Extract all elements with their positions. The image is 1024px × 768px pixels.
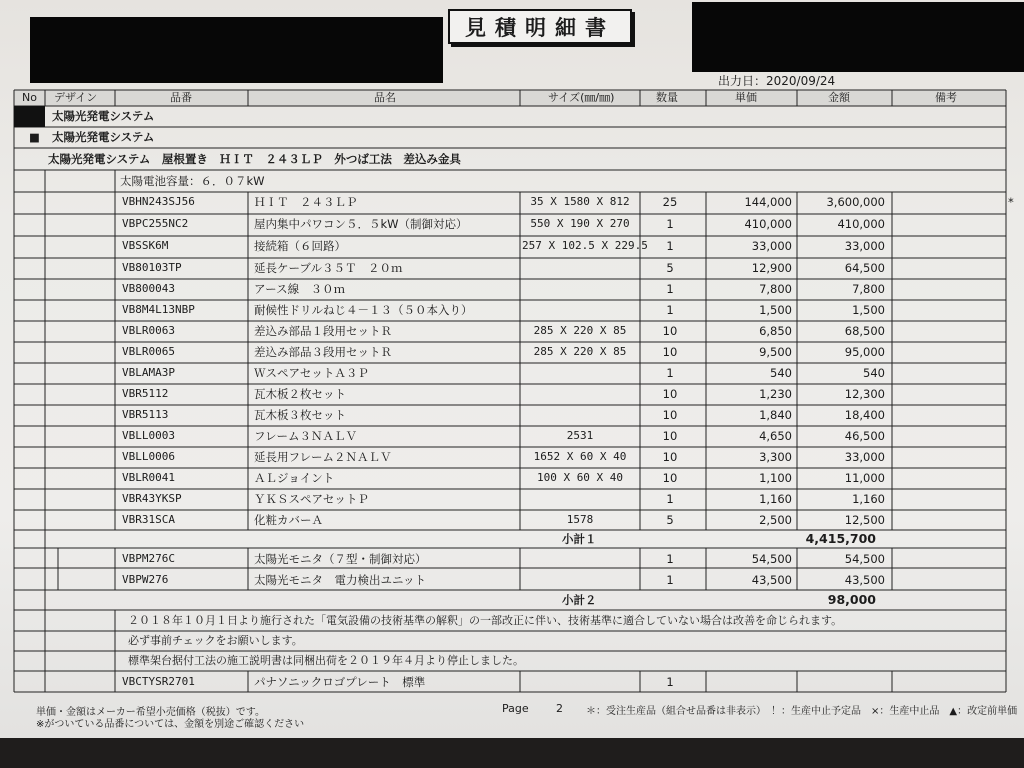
item-unit-price: 1,160 [759, 492, 792, 506]
item-qty: 1 [666, 303, 674, 317]
item-amount: 33,000 [844, 239, 885, 253]
item-unit-price: 1,230 [759, 387, 792, 401]
item-amount: 1,160 [852, 492, 885, 506]
group-bullet: ■ [29, 130, 40, 144]
item-amount: 7,800 [852, 282, 885, 296]
item-amount: 12,300 [844, 387, 885, 401]
item-name: パナソニックロゴプレート 標準 [254, 675, 426, 689]
item-unit-price: 43,500 [751, 573, 792, 587]
item-qty: 5 [666, 513, 674, 527]
document-title: 見積明細書 [448, 9, 632, 44]
item-unit-price: 1,100 [759, 471, 792, 485]
item-qty: 10 [662, 450, 678, 464]
item-name: 瓦木板２枚セット [254, 387, 346, 401]
notice-text: 必ず事前チェックをお願いします。 [128, 634, 303, 647]
item-unit-price: 1,500 [759, 303, 792, 317]
item-size: 257 X 102.5 X 229.5 [522, 239, 648, 252]
page-number: 2 [556, 702, 563, 715]
legend-text: ＊：受注生産品（組合せ品番は非表示） ！：生産中止予定品 ×：生産中止品 ▲：改定前単価 [586, 706, 1018, 717]
item-code: VB800043 [122, 282, 175, 295]
output-date: 出力日：2020/09/24 [718, 74, 836, 88]
item-name: 太陽光モニタ 電力検出ユニット [254, 573, 427, 587]
item-unit-price: 144,000 [744, 195, 792, 209]
item-amount: 11,000 [844, 471, 885, 485]
item-code: VBLR0063 [122, 324, 175, 337]
item-qty: 10 [662, 429, 678, 443]
item-size: 100 X 60 X 40 [536, 471, 624, 484]
item-amount: 12,500 [844, 513, 885, 527]
item-qty: 5 [666, 261, 674, 275]
item-code: VBR5113 [122, 408, 169, 421]
item-qty: 10 [662, 324, 678, 338]
item-size: 1578 [566, 513, 594, 526]
item-qty: 10 [662, 387, 678, 401]
item-amount: 410,000 [837, 217, 885, 231]
item-amount: 33,000 [844, 450, 885, 464]
item-unit-price: 54,500 [751, 552, 792, 566]
capacity-label: 太陽電池容量：６．０７kW [120, 174, 265, 188]
item-subheading: 太陽光発電システム 屋根置き ＨＩＴ ２４３ＬＰ 外つば工法 差込み金具 [48, 152, 461, 166]
item-code: VBR31SCA [122, 513, 175, 526]
item-amount: 540 [863, 366, 885, 380]
item-code: VBCTYSR2701 [122, 675, 195, 688]
item-code: VBSSK6M [122, 239, 169, 252]
item-name: 延長ケーブル３５Ｔ ２０ｍ [254, 261, 403, 275]
item-unit-price: 410,000 [744, 217, 792, 231]
item-qty: 25 [662, 195, 678, 209]
item-amount: 43,500 [844, 573, 885, 587]
item-name: フレーム３ＮＡＬＶ [254, 429, 358, 443]
item-unit-price: 9,500 [759, 345, 792, 359]
item-name: 太陽光モニタ（７型・制御対応） [254, 552, 427, 566]
item-size: 2531 [566, 429, 594, 442]
item-name: ＹＫＳスペアセットＰ [254, 492, 369, 506]
item-name: 耐候性ドリルねじ４－１３（５０本入り） [254, 303, 473, 317]
notice-text: 標準架台据付工法の施工説明書は同梱出荷を２０１９年４月より停止しました。 [128, 654, 524, 667]
item-name: 延長用フレーム２ＮＡＬＶ [254, 450, 392, 464]
item-name: ＨＩＴ ２４３ＬＰ [254, 195, 358, 209]
item-code: VBLL0006 [122, 450, 175, 463]
item-code: VB80103TP [122, 261, 182, 274]
col-header-amount: 金額 [828, 91, 850, 104]
item-amount: 1,500 [852, 303, 885, 317]
item-code: VBLAMA3P [122, 366, 175, 379]
subtotal-label: 小計１ [562, 532, 597, 546]
subtotal-value: 98,000 [827, 592, 876, 607]
col-header-remarks: 備考 [935, 91, 957, 104]
item-code: VB8M4L13NBP [122, 303, 195, 316]
item-amount: 54,500 [844, 552, 885, 566]
item-name: アース線 ３０ｍ [254, 282, 346, 296]
item-qty: 1 [666, 239, 674, 253]
item-amount: 64,500 [844, 261, 885, 275]
item-qty: 10 [662, 345, 678, 359]
item-size: 550 X 190 X 270 [530, 217, 630, 230]
col-header-qty: 数量 [656, 91, 678, 104]
item-unit-price: 540 [770, 366, 792, 380]
item-size: 285 X 220 X 85 [533, 324, 627, 337]
item-unit-price: 2,500 [759, 513, 792, 527]
item-code: VBR5112 [122, 387, 169, 400]
group-heading: 太陽光発電システム [52, 109, 155, 123]
item-qty: 1 [666, 492, 674, 506]
item-code: VBPM276C [122, 552, 175, 565]
col-header-size: サイズ(㎜/㎜) [548, 91, 615, 104]
item-name: 瓦木板３枚セット [254, 408, 346, 422]
notice-text: ２０１８年１０月１日より施行された「電気設備の技術基準の解釈」の一部改正に伴い、技術基準に適合していない場合は改善を命じられます。 [128, 614, 843, 627]
item-unit-price: 3,300 [759, 450, 792, 464]
item-name: 屋内集中パワコン５．５kW（制御対応） [254, 217, 468, 231]
item-size: 285 X 220 X 85 [533, 345, 627, 358]
item-qty: 1 [666, 366, 674, 380]
remark-mark: * [1008, 195, 1014, 209]
col-header-code: 品番 [170, 91, 192, 104]
item-qty: 10 [662, 471, 678, 485]
item-size: 35 X 1580 X 812 [530, 195, 630, 208]
item-name: 差込み部品３段用セットＲ [254, 345, 392, 359]
item-code: VBR43YKSP [122, 492, 182, 505]
item-unit-price: 7,800 [759, 282, 792, 296]
item-qty: 1 [666, 573, 674, 587]
item-name: ＷスペアセットＡ３Ｐ [254, 366, 369, 380]
col-header-name: 品名 [374, 91, 396, 104]
item-unit-price: 4,650 [759, 429, 792, 443]
item-qty: 1 [666, 282, 674, 296]
footer-price-note: 単価・金額はメーカー希望小売価格（税抜）です。 [36, 707, 265, 718]
item-name: 差込み部品１段用セットＲ [254, 324, 392, 338]
item-size: 1652 X 60 X 40 [533, 450, 627, 463]
item-code: VBPC255NC2 [122, 217, 189, 230]
footer-check-note: ※がついている品番については、金額を別途ご確認ください [36, 719, 305, 730]
item-unit-price: 12,900 [751, 261, 792, 275]
item-unit-price: 33,000 [751, 239, 792, 253]
item-name: ＡＬジョイント [254, 471, 335, 485]
col-header-unit-price: 単価 [735, 91, 757, 104]
item-amount: 18,400 [844, 408, 885, 422]
subtotal-label: 小計２ [562, 593, 597, 607]
item-code: VBPW276 [122, 573, 169, 586]
item-code: VBLL0003 [122, 429, 175, 442]
item-qty: 1 [666, 552, 674, 566]
item-code: VBHN243SJ56 [122, 195, 195, 208]
item-amount: 46,500 [844, 429, 885, 443]
subtotal-value: 4,415,700 [805, 531, 876, 546]
page-label: Page [502, 702, 529, 715]
item-qty: 10 [662, 408, 678, 422]
item-amount: 3,600,000 [826, 195, 885, 209]
item-code: VBLR0041 [122, 471, 175, 484]
col-header-no: No [22, 91, 37, 104]
item-unit-price: 6,850 [759, 324, 792, 338]
item-name: 接続箱（６回路） [254, 239, 346, 253]
item-code: VBLR0065 [122, 345, 175, 358]
item-unit-price: 1,840 [759, 408, 792, 422]
item-amount: 68,500 [844, 324, 885, 338]
item-qty: 1 [666, 675, 674, 689]
group-heading: 太陽光発電システム [52, 130, 155, 144]
item-qty: 1 [666, 217, 674, 231]
item-amount: 95,000 [844, 345, 885, 359]
col-header-design: デザイン [54, 91, 98, 104]
item-name: 化粧カバーＡ [254, 513, 323, 527]
